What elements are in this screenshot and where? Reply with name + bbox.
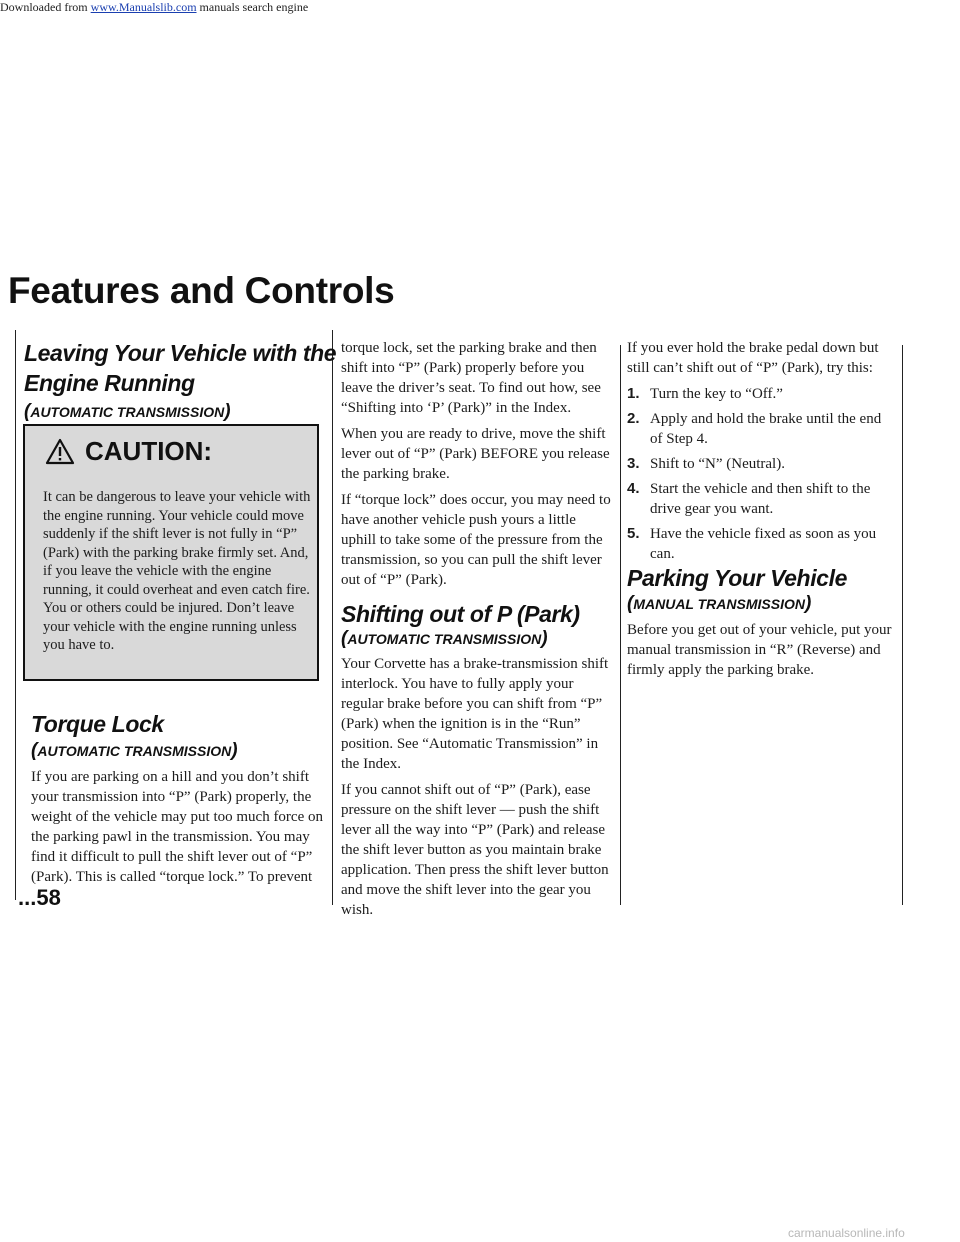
subheading-manual-text: MANUAL TRANSMISSION [633,596,805,612]
col3-intro: If you ever hold the brake pedal down but still can’t shift out of “P” (Park), try this: [627,340,879,376]
subheading-automatic-2-text: AUTOMATIC TRANSMISSION [37,743,232,759]
step-number: 2. [627,410,640,427]
caution-box [23,424,319,681]
list-item [627,409,897,449]
banner-suffix: manuals search engine [196,0,309,14]
col2-paragraph-5: If you cannot shift out of “P” (Park), ease pressure on the shift lever — push the shift lever all the way into “P” (Park) and release the shift lever button as you maintain brake application. Then press the shift lever button and move the shift lever into the gear you wish. [341,782,609,918]
column-rule-right-inner [620,345,621,905]
list-item [627,384,897,404]
subheading-automatic-3-text: AUTOMATIC TRANSMISSION [347,631,542,647]
heading-parking-your-vehicle: Parking Your Vehicle [627,565,847,591]
subheading-manual: (MANUAL TRANSMISSION) [627,593,812,614]
footer-watermark: carmanualsonline.info [788,1226,905,1240]
step-text: Have the vehicle fixed as soon as you can. [650,526,877,562]
download-banner [0,0,308,15]
torque-lock-text: If you are parking on a hill and you don’t shift your transmission into “P” (Park) properly, the weight of the vehicle may put too much force on the parking pawl in the transmission. You may find it difficult to pull the shift lever out of “P” (Park). This is called “torque lock.” To prevent [31,769,323,885]
list-item [627,479,897,519]
list-item [627,454,897,474]
heading-leaving-vehicle-line1: Leaving Your Vehicle with the [24,340,337,366]
caution-header [45,436,212,467]
column-2-top-text [341,338,611,596]
step-text: Apply and hold the brake until the end of Step 4. [650,411,882,447]
column-3-bottom-text [627,620,895,686]
column-rule-right-outer [902,345,903,905]
steps-list [627,384,897,564]
col2-paragraph-4: Your Corvette has a brake-transmission shift interlock. You have to fully apply your regular brake before you can shift from “P” (Park) when the ignition is in the “Run” position. See “Automatic Transmission” in the Index. [341,656,609,772]
warning-triangle-icon [45,438,75,465]
banner-prefix: Downloaded from [0,0,91,14]
torque-lock-paragraph [31,767,323,893]
page-number: ...58 [18,885,61,910]
column-2-bottom-text [341,654,611,926]
col2-paragraph-1: torque lock, set the parking brake and then shift into “P” (Park) properly before you leave the driver’s seat. To find out how, see “Shifting into ‘P’ (Park)” in the Index. [341,340,601,416]
subheading-automatic-1-text: AUTOMATIC TRANSMISSION [30,404,225,420]
list-item [627,524,897,564]
heading-leaving-vehicle-line2: Engine Running [24,370,195,396]
heading-shifting-out-of-park: Shifting out of P (Park) [341,601,580,627]
column-3-top-text [627,338,897,569]
heading-torque-lock: Torque Lock [31,711,164,737]
step-number: 5. [627,525,640,542]
caution-text: It can be dangerous to leave your vehicle with the engine running. Your vehicle could move suddenly if the shift lever is not fully in “P” (Park) with the parking brake firmly set. And, if you leave the vehicle with the engine running, it could overheat and even catch fire. You or others could be injured. Don’t leave your vehicle with the engine running unless you have to. [43,489,311,653]
step-text: Shift to “N” (Neutral). [650,456,785,472]
step-text: Start the vehicle and then shift to the drive gear you want. [650,481,871,517]
heading-leaving-vehicle [24,338,336,398]
step-number: 1. [627,385,640,402]
section-title: Features and Controls [8,270,395,311]
subheading-automatic-3: (AUTOMATIC TRANSMISSION) [341,628,548,649]
subheading-automatic-2: (AUTOMATIC TRANSMISSION) [31,740,238,761]
col2-paragraph-2: When you are ready to drive, move the shift lever out of “P” (Park) BEFORE you release the parking brake. [341,426,610,482]
manualslib-link[interactable]: www.Manualslib.com [90,0,197,14]
col3-parking-paragraph: Before you get out of your vehicle, put your manual transmission in “R” (Reverse) and firmly apply the parking brake. [627,622,892,678]
col2-paragraph-3: If “torque lock” does occur, you may need to have another vehicle push yours a little uphill to take some of the pressure from the transmission, so you can pull the shift lever out of “P” (Park). [341,492,611,588]
step-number: 4. [627,480,640,497]
step-number: 3. [627,455,640,472]
column-rule-left [15,330,16,900]
step-text: Turn the key to “Off.” [650,386,783,402]
subheading-automatic-1: (AUTOMATIC TRANSMISSION) [24,401,231,422]
column-rule-middle [332,330,333,905]
caution-title: CAUTION: [85,436,213,466]
